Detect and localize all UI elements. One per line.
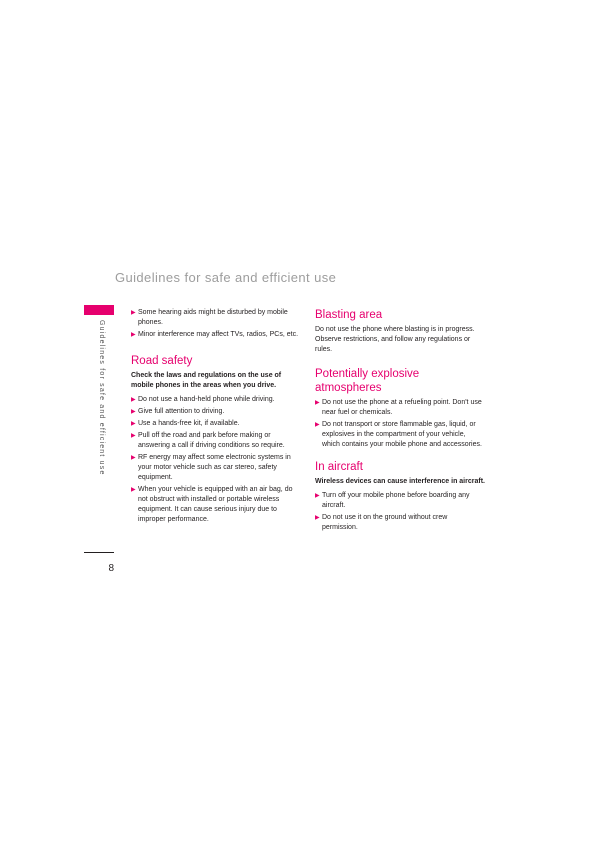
bullet-triangle-icon: ▶ <box>315 400 320 406</box>
section-tab-marker <box>84 305 114 315</box>
in-aircraft-intro: Wireless devices can cause interference in aircraft. <box>315 478 485 485</box>
bullet-triangle-icon: ▶ <box>131 397 136 403</box>
list-item: ▶ Do not use it on the ground without crew permission. <box>315 514 448 531</box>
list-item: ▶ Give full attention to driving. <box>131 408 225 415</box>
list-item: ▶ Do not use the phone at a refueling point. Don't use near fuel or chemicals. <box>315 399 482 416</box>
hearing-aid-bullets <box>131 308 301 340</box>
bullet-triangle-icon: ▶ <box>315 493 320 499</box>
list-item: ▶ Minor interference may affect TVs, radios, PCs, etc. <box>131 331 299 338</box>
road-safety-intro: Check the laws and regulations on the use of mobile phones in the areas when you drive. <box>131 372 282 389</box>
road-safety-heading: Road safety <box>131 355 193 367</box>
left-column <box>131 308 301 527</box>
side-section-label: Guidelines for safe and efficient use <box>98 320 105 476</box>
in-aircraft-heading: In aircraft <box>315 461 363 473</box>
list-item: ▶ Do not use a hand-held phone while driving. <box>131 396 275 403</box>
explosive-atmospheres-heading: Potentially explosive atmospheres <box>315 368 420 394</box>
bullet-triangle-icon: ▶ <box>131 332 136 338</box>
explosive-atmospheres-bullets <box>315 398 485 450</box>
list-item: ▶ Use a hands-free kit, if available. <box>131 420 240 427</box>
list-item: ▶ When your vehicle is equipped with an air bag, do not obstruct with installed or portable wireless equipment. It can cause serious injury due to improper performance. <box>131 486 293 523</box>
bullet-triangle-icon: ▶ <box>131 433 136 439</box>
list-item: ▶ Do not transport or store flammable gas, liquid, or explosives in the compartment of your vehicle, which contains your mobile phone and accessories. <box>315 421 482 448</box>
blasting-area-heading: Blasting area <box>315 309 383 321</box>
bullet-triangle-icon: ▶ <box>315 515 320 521</box>
page-number: 8 <box>108 563 114 574</box>
blasting-area-text: Do not use the phone where blasting is in progress. Observe restrictions, and follow any regulations or rules. <box>315 326 475 353</box>
bullet-triangle-icon: ▶ <box>315 422 320 428</box>
list-item: ▶ Some hearing aids might be disturbed by mobile phones. <box>131 309 288 326</box>
right-column <box>315 308 485 535</box>
page-title: Guidelines for safe and efficient use <box>115 270 337 285</box>
bullet-triangle-icon: ▶ <box>131 310 136 316</box>
bullet-triangle-icon: ▶ <box>131 487 136 493</box>
list-item: ▶ Pull off the road and park before making or answering a call if driving conditions so require. <box>131 432 285 449</box>
bullet-triangle-icon: ▶ <box>131 421 136 427</box>
list-item: ▶ Turn off your mobile phone before boarding any aircraft. <box>315 492 470 509</box>
in-aircraft-bullets <box>315 491 485 533</box>
road-safety-bullets <box>131 395 301 525</box>
bullet-triangle-icon: ▶ <box>131 455 136 461</box>
bullet-triangle-icon: ▶ <box>131 409 136 415</box>
list-item: ▶ RF energy may affect some electronic systems in your motor vehicle such as car stereo, safety equipment. <box>131 454 291 481</box>
page-number-divider <box>84 552 114 553</box>
